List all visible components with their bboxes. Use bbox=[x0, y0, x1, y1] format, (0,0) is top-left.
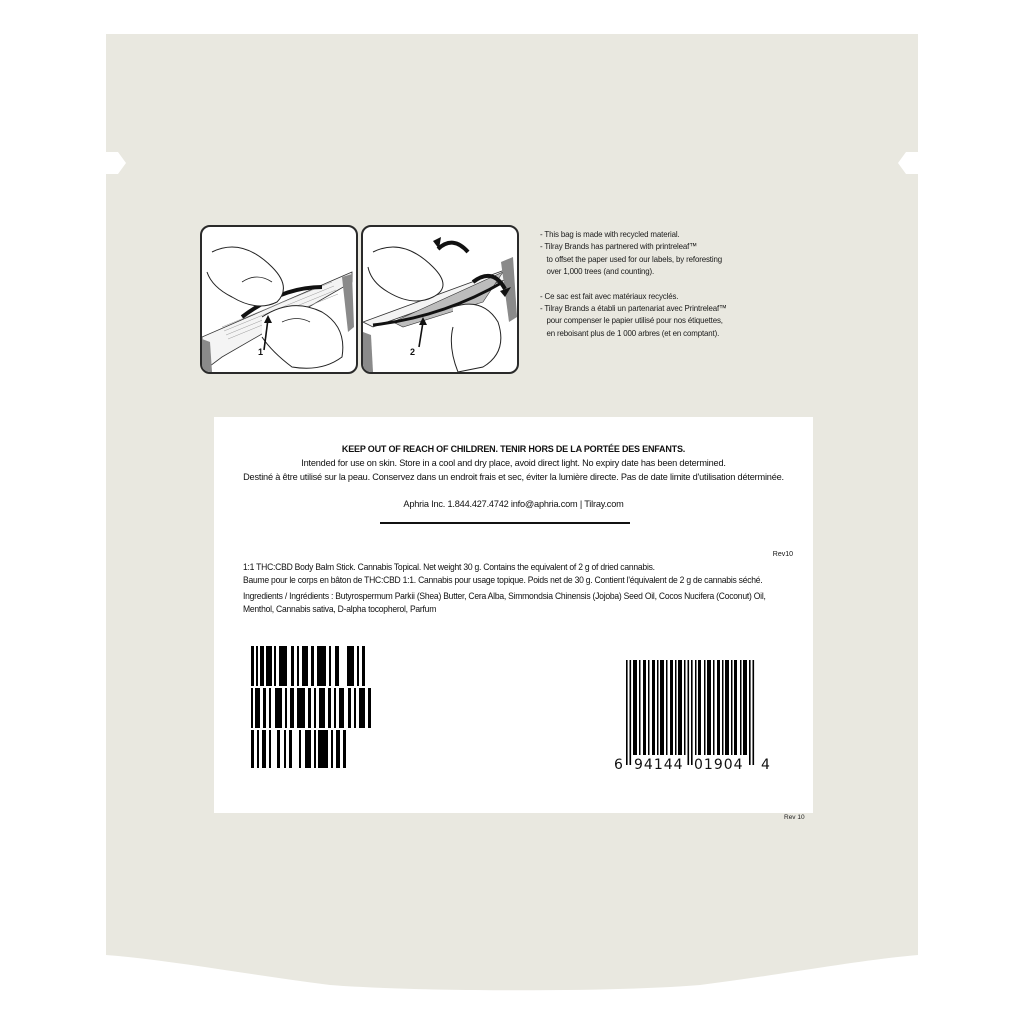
upc-left-digits: 94144 bbox=[634, 757, 684, 773]
tear-instruction-step-2 bbox=[361, 225, 519, 374]
ingredients-2: Menthol, Cannabis sativa, D-alpha tocopherol, Parfum bbox=[243, 603, 437, 614]
recycling-fr-4: en reboisant plus de 1 000 arbres (et en comptant). bbox=[546, 327, 720, 338]
pouch-revision: Rev 10 bbox=[784, 814, 805, 821]
recycling-en-4: over 1,000 trees (and counting). bbox=[546, 266, 655, 277]
recycling-fr-3: pour compenser le papier utilisé pour nos étiquettes, bbox=[546, 315, 723, 326]
company-contact: Aphria Inc. 1.844.427.4742 info@aphria.com | Tilray.com bbox=[403, 499, 624, 509]
usage-en: Intended for use on skin. Store in a cool and dry place, avoid direct light. No expiry date has been determined. bbox=[301, 458, 726, 468]
divider bbox=[380, 522, 630, 524]
usage-fr: Destiné à être utilisé sur la peau. Conservez dans un endroit frais et sec, éviter la lumière directe. Pas de date limite d'utilisation déterminée. bbox=[243, 472, 784, 482]
step-1-number: 1 bbox=[258, 347, 264, 357]
stacked-barcode-icon bbox=[251, 646, 373, 768]
step-2-number: 2 bbox=[410, 347, 416, 357]
recycling-en-3: to offset the paper used for our labels, by reforesting bbox=[546, 253, 722, 264]
recycling-fr-1: - Ce sac est fait avec matériaux recyclés. bbox=[540, 290, 679, 301]
upc-right-digits: 01904 bbox=[694, 757, 744, 773]
recycling-note bbox=[540, 228, 779, 339]
label-revision: Rev10 bbox=[772, 551, 793, 558]
upc-check-digit: 4 bbox=[761, 757, 771, 773]
recycling-fr-2: - Tilray Brands a établi un partenariat avec Printreleaf™ bbox=[540, 303, 727, 314]
child-warning: KEEP OUT OF REACH OF CHILDREN. TENIR HORS DE LA PORTÉE DES ENFANTS. bbox=[341, 444, 686, 454]
product-label bbox=[214, 417, 813, 813]
hands-tearing-icon bbox=[202, 227, 356, 372]
product-description bbox=[243, 561, 764, 615]
tear-instruction-step-1 bbox=[200, 225, 358, 374]
product-fr: Baume pour le corps en bâton de THC:CBD 1:1. Cannabis pour usage topique. Poids net de 30 g. Contient l'équivalent de 2 g de cannabis séché. bbox=[243, 574, 763, 585]
product-en: 1:1 THC:CBD Body Balm Stick. Cannabis Topical. Net weight 30 g. Contains the equivalent of 2 g of dried cannabis. bbox=[243, 562, 655, 572]
upc-number-system: 6 bbox=[614, 757, 624, 773]
recycling-en-1: - This bag is made with recycled material. bbox=[540, 229, 680, 239]
recycling-en-2: - Tilray Brands has partnered with printreleaf™ bbox=[540, 241, 697, 252]
hands-opening-icon bbox=[363, 227, 517, 372]
ingredients-1: Ingredients / Ingrédients : Butyrospermum Parkii (Shea) Butter, Cera Alba, Simmondsia Chinensis (Jojoba) Seed Oil, Cocos Nucifera (Coconut) Oil, bbox=[243, 591, 766, 601]
